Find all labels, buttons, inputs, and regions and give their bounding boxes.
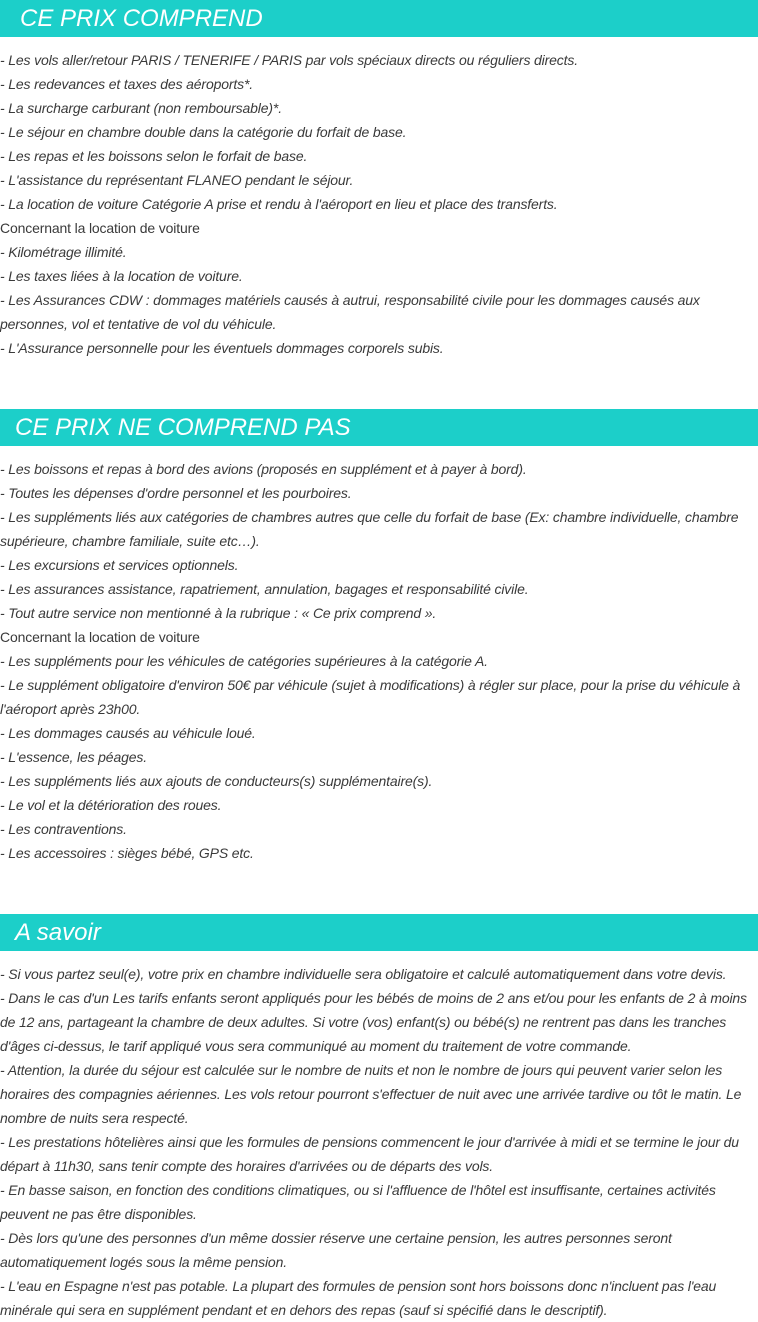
list-item: - Les Assurances CDW : dommages matériels causés à autrui, responsabilité civile pour les dommages causés aux personnes, vol et tentative de vol du véhicule. [0,292,700,332]
list-item: - Toutes les dépenses d'ordre personnel et les pourboires. [0,485,352,501]
list-item: - Les prestations hôtelières ainsi que les formules de pensions commencent le jour d'arrivée à midi et se termine le jour du départ à 11h30, sans tenir compte des horaires d'arrivées ou de départs des vols. [0,1134,739,1174]
list-item: - La surcharge carburant (non remboursable)*. [0,100,282,116]
list-item: - Les accessoires : sièges bébé, GPS etc. [0,845,254,861]
not-included-list [0,457,758,865]
section-header-a-savoir [0,914,758,951]
list-item: - L'eau en Espagne n'est pas potable. La plupart des formules de pension sont hors boissons donc n'incluent pas l'eau minérale qui sera en supplément pendant et en dehors des repas (sauf si spécifié dans le descriptif). [0,1278,717,1318]
list-item: - Attention, la durée du séjour est calculée sur le nombre de nuits et non le nombre de jours qui peuvent varier selon les horaires des compagnies aériennes. Les vols retour pourront s'effectuer de nuit avec une arrivée tardive ou tôt le matin. Le nombre de nuits sera respecté. [0,1062,742,1126]
section-header-not-included [0,409,758,446]
list-item: - Les vols aller/retour PARIS / TENERIFE / PARIS par vols spéciaux directs ou réguliers directs. [0,52,578,68]
list-item: - Les suppléments pour les véhicules de catégories supérieures à la catégorie A. [0,653,488,669]
included-list [0,48,758,360]
list-item: - L'Assurance personnelle pour les éventuels dommages corporels subis. [0,340,444,356]
list-item: - Les redevances et taxes des aéroports*. [0,76,253,92]
list-item: - Si vous partez seul(e), votre prix en chambre individuelle sera obligatoire et calculé automatiquement dans votre devis. [0,966,727,982]
list-item: - Tout autre service non mentionné à la rubrique : « Ce prix comprend ». [0,605,437,621]
list-item: - Le vol et la détérioration des roues. [0,797,222,813]
list-item: - Les excursions et services optionnels. [0,557,239,573]
section-title: A savoir [15,919,101,946]
list-item: - L'essence, les péages. [0,749,147,765]
list-item: - En basse saison, en fonction des conditions climatiques, ou si l'affluence de l'hôtel est insuffisante, certaines activités peuvent ne pas être disponibles. [0,1182,716,1222]
list-item: - Les dommages causés au véhicule loué. [0,725,256,741]
list-item: - Les suppléments liés aux catégories de chambres autres que celle du forfait de base (Ex: chambre individuelle, chambre supérieure, chambre familiale, suite etc…). [0,509,739,549]
list-item: - Les repas et les boissons selon le forfait de base. [0,148,308,164]
list-item: - Le supplément obligatoire d'environ 50€ par véhicule (sujet à modifications) à régler sur place, pour la prise du véhicule à l'aéroport après 23h00. [0,677,741,717]
list-item: - Le séjour en chambre double dans la catégorie du forfait de base. [0,124,407,140]
list-item: - Dès lors qu'une des personnes d'un même dossier réserve une certaine pension, les autres personnes seront automatiquement logés sous la même pension. [0,1230,672,1270]
list-item: - Dans le cas d'un Les tarifs enfants seront appliqués pour les bébés de moins de 2 ans et/ou pour les enfants de 2 à moins de 12 ans, partageant la chambre de deux adultes. Si votre (vos) enfant(s) ou bébé(s) ne rentrent pas dans les tranches d'âges ci-dessus, le tarif appliqué vous sera communiqué au moment du traitement de votre commande. [0,990,747,1054]
section-header-included [0,0,758,37]
list-subheading: Concernant la location de voiture [0,629,200,645]
list-item: - Les suppléments liés aux ajouts de conducteurs(s) supplémentaire(s). [0,773,433,789]
list-item: - Les contraventions. [0,821,127,837]
list-item: - Kilométrage illimité. [0,244,127,260]
list-item: - Les boissons et repas à bord des avions (proposés en supplément et à payer à bord). [0,461,527,477]
list-item: - L'assistance du représentant FLANEO pendant le séjour. [0,172,354,188]
list-subheading: Concernant la location de voiture [0,220,200,236]
section-title: CE PRIX COMPREND [20,5,263,32]
list-item: - Les assurances assistance, rapatriement, annulation, bagages et responsabilité civile. [0,581,529,597]
a-savoir-list [0,962,758,1322]
list-item: - La location de voiture Catégorie A prise et rendu à l'aéroport en lieu et place des transferts. [0,196,558,212]
list-item: - Les taxes liées à la location de voiture. [0,268,243,284]
section-title: CE PRIX NE COMPREND PAS [15,414,351,441]
